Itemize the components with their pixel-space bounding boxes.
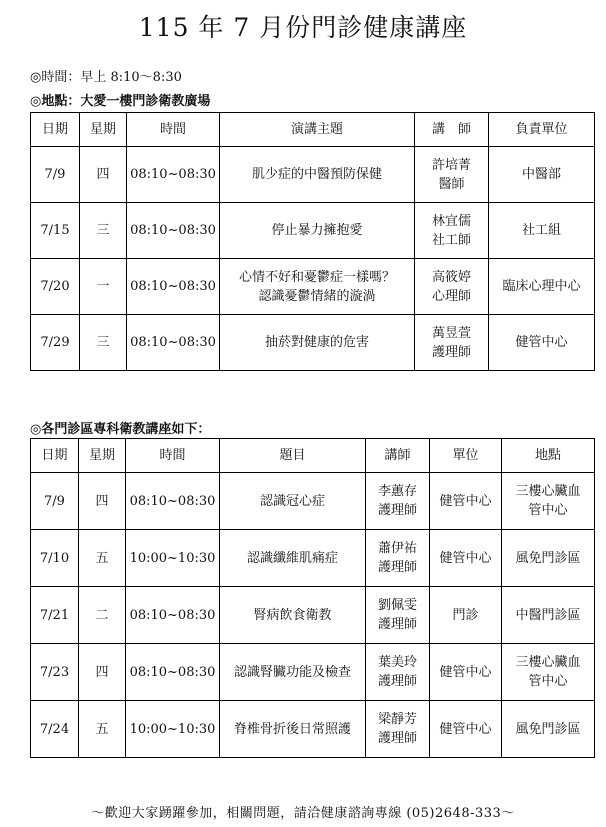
location-line: 風免門診區 xyxy=(515,721,581,737)
cell-time: 08:10~08:30 xyxy=(127,147,220,203)
header-location: 地點 xyxy=(502,439,595,473)
cell-date: 7/23 xyxy=(31,644,79,701)
table-row xyxy=(31,473,595,530)
cell-unit: 健管中心 xyxy=(430,701,502,758)
cell-location xyxy=(502,530,595,587)
table-row xyxy=(31,530,595,587)
cell-topic: 脊椎骨折後日常照護 xyxy=(220,701,366,758)
header-speaker: 講師 xyxy=(366,439,430,473)
cell-date: 7/15 xyxy=(31,203,80,259)
topic-line: 停止暴力擁抱愛 xyxy=(271,223,363,238)
cell-speaker xyxy=(415,315,489,371)
topic-line: 肌少症的中醫預防保健 xyxy=(251,167,382,182)
location-line: 三樓心臟血 xyxy=(515,484,581,499)
cell-topic xyxy=(220,259,415,315)
footer-contact: ～歡迎大家踴躍參加，相關問題，請洽健康諮詢專線 (05)2648-333～ xyxy=(91,806,515,821)
cell-date: 7/20 xyxy=(31,259,80,315)
speaker-title: 護理師 xyxy=(377,560,417,575)
cell-speaker xyxy=(415,259,489,315)
speaker-title: 護理師 xyxy=(431,344,471,360)
speaker-name: 李蕙存 xyxy=(377,484,417,499)
cell-topic: 腎病飲食衛教 xyxy=(220,587,366,644)
cell-date: 7/21 xyxy=(31,587,79,644)
cell-time: 08:10~08:30 xyxy=(126,644,220,701)
cell-date: 7/10 xyxy=(31,530,79,587)
cell-speaker xyxy=(366,587,430,644)
cell-topic xyxy=(220,315,415,371)
header-weekday: 星期 xyxy=(80,113,127,147)
cell-speaker xyxy=(415,203,489,259)
table-row xyxy=(31,147,595,203)
cell-time: 08:10~08:30 xyxy=(126,473,220,530)
cell-weekday: 一 xyxy=(80,259,127,315)
cell-unit: 中醫部 xyxy=(489,147,595,203)
table-row xyxy=(31,259,595,315)
cell-time: 10:00~10:30 xyxy=(126,530,220,587)
topic-line: 認識憂鬱情緒的漩渦 xyxy=(258,288,376,304)
header-topic: 演講主題 xyxy=(220,113,415,147)
speaker-title: 護理師 xyxy=(377,503,417,518)
cell-topic xyxy=(220,147,415,203)
cell-speaker xyxy=(366,644,430,701)
cell-location xyxy=(502,644,595,701)
header-unit: 負責單位 xyxy=(489,113,595,147)
header-speaker: 講 師 xyxy=(415,113,489,147)
cell-location xyxy=(502,587,595,644)
speaker-name: 蕭伊祐 xyxy=(377,541,417,556)
cell-unit: 社工組 xyxy=(489,203,595,259)
cell-topic xyxy=(220,203,415,259)
cell-unit: 門診 xyxy=(430,587,502,644)
speaker-name: 劉佩雯 xyxy=(377,598,417,613)
cell-unit: 臨床心理中心 xyxy=(489,259,595,315)
speaker-name: 萬昱萱 xyxy=(431,325,471,341)
table-row xyxy=(31,315,595,371)
cell-weekday: 五 xyxy=(79,701,126,758)
cell-time: 08:10~08:30 xyxy=(127,259,220,315)
speaker-name: 許培菁 xyxy=(431,157,471,173)
cell-unit: 健管中心 xyxy=(430,644,502,701)
speaker-name: 高筱婷 xyxy=(431,269,471,285)
header-weekday: 星期 xyxy=(79,439,126,473)
speaker-name: 葉美玲 xyxy=(377,655,417,670)
cell-date: 7/29 xyxy=(31,315,80,371)
header-topic: 題目 xyxy=(220,439,366,473)
cell-weekday: 四 xyxy=(79,473,126,530)
cell-time: 08:10~08:30 xyxy=(126,587,220,644)
table-row xyxy=(31,644,595,701)
cell-time: 08:10~08:30 xyxy=(127,315,220,371)
speaker-title: 護理師 xyxy=(377,731,417,746)
lecture-schedule-table xyxy=(30,112,595,371)
cell-speaker xyxy=(366,473,430,530)
cell-speaker xyxy=(366,530,430,587)
cell-topic: 認識纖維肌痛症 xyxy=(220,530,366,587)
cell-time: 08:10~08:30 xyxy=(127,203,220,259)
cell-date: 7/9 xyxy=(31,147,80,203)
cell-weekday: 五 xyxy=(79,530,126,587)
time-info: ◎時間：早上 8:10～8:30 xyxy=(30,70,182,85)
cell-weekday: 四 xyxy=(80,147,127,203)
cell-weekday: 四 xyxy=(79,644,126,701)
cell-date: 7/24 xyxy=(31,701,79,758)
cell-speaker xyxy=(366,701,430,758)
location-line: 風免門診區 xyxy=(515,550,581,566)
header-time: 時間 xyxy=(126,439,220,473)
table-row xyxy=(31,701,595,758)
cell-unit: 健管中心 xyxy=(430,530,502,587)
cell-topic: 認識腎臟功能及檢查 xyxy=(220,644,366,701)
topic-line: 抽菸對健康的危害 xyxy=(264,335,369,350)
table-row xyxy=(31,203,595,259)
place-info: ◎地點：大愛一樓門診衛教廣場 xyxy=(30,94,211,109)
header-unit: 單位 xyxy=(430,439,502,473)
cell-date: 7/9 xyxy=(31,473,79,530)
page-title: 115 年 7 月份門診健康講座 xyxy=(138,13,468,42)
speaker-name: 林宜儒 xyxy=(431,213,471,229)
speaker-title: 心理師 xyxy=(431,288,471,304)
topic-line: 心情不好和憂鬱症一樣嗎？ xyxy=(238,269,395,285)
location-line: 管中心 xyxy=(528,503,568,518)
speaker-title: 護理師 xyxy=(377,674,417,689)
header-date: 日期 xyxy=(31,439,79,473)
cell-topic: 認識冠心症 xyxy=(220,473,366,530)
location-line: 中醫門診區 xyxy=(515,607,581,623)
cell-unit: 健管中心 xyxy=(489,315,595,371)
cell-weekday: 三 xyxy=(80,203,127,259)
table-header-row xyxy=(31,439,595,473)
cell-weekday: 二 xyxy=(79,587,126,644)
location-line: 三樓心臟血 xyxy=(515,655,581,670)
cell-location xyxy=(502,701,595,758)
speaker-title: 護理師 xyxy=(377,617,417,632)
cell-speaker xyxy=(415,147,489,203)
cell-time: 10:00~10:30 xyxy=(126,701,220,758)
table-header-row xyxy=(31,113,595,147)
section-title: ◎各門診區專科衛教講座如下： xyxy=(30,422,211,437)
location-line: 管中心 xyxy=(528,674,568,689)
header-date: 日期 xyxy=(31,113,80,147)
cell-weekday: 三 xyxy=(80,315,127,371)
speaker-title: 社工師 xyxy=(431,232,471,248)
header-time: 時間 xyxy=(127,113,220,147)
cell-location xyxy=(502,473,595,530)
table-row xyxy=(31,587,595,644)
speaker-name: 梁靜芳 xyxy=(377,712,417,727)
speaker-title: 醫師 xyxy=(438,176,465,192)
specialty-lecture-table xyxy=(30,438,595,758)
cell-unit: 健管中心 xyxy=(430,473,502,530)
